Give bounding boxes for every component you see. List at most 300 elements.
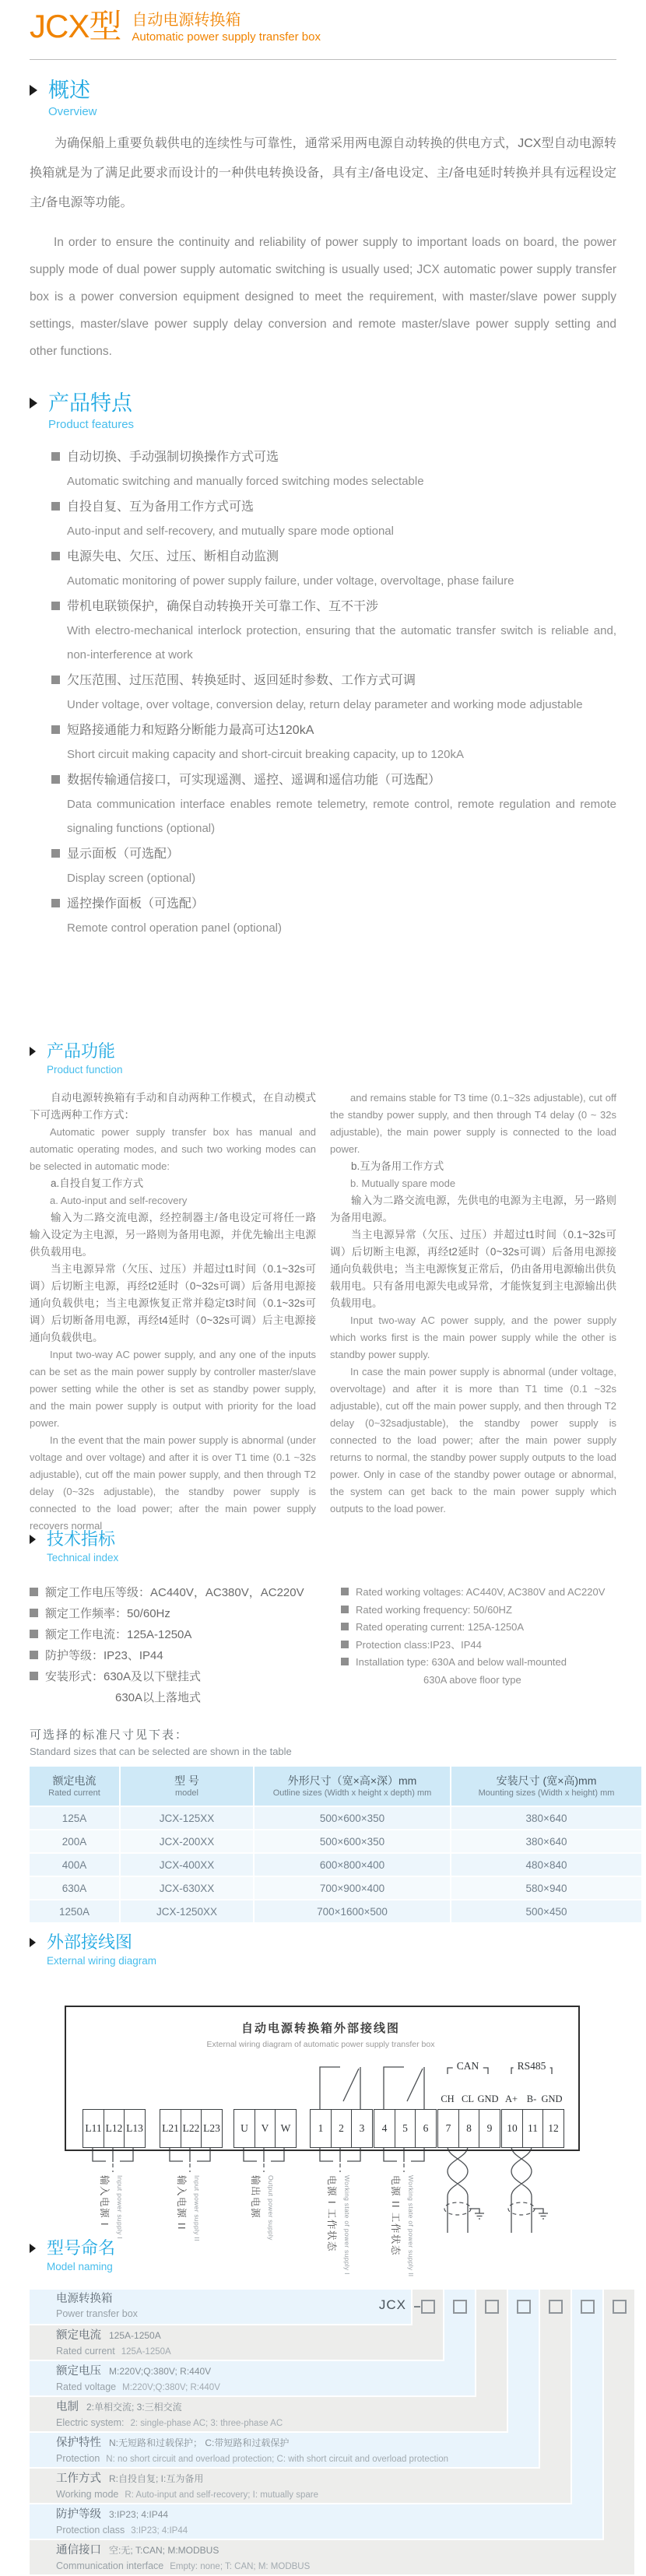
overview-heading-en: Overview [48,105,97,118]
model-naming-diagram [30,2290,640,2576]
function-paragraph: In case the main power supply is abnormal (under voltage, overvoltage) and after it is more than T1 time (0.1 ~32s adjustable), cut off the main power supply, and then through T2 delay (0~32sadjustable), the standby power supply is connected to the load power; after the main power supply returns to normal, the standby power supply outputs to the load power. Only in case of the standby power outage or abnormal, the system can get back to the main power supply which outputs to the load power. [330,1366,616,1514]
section-tech [30,1529,616,1708]
terminal-pin-label: CL [462,2093,474,2104]
tech-list-en [341,1584,616,1689]
section-arrow-icon [30,398,37,409]
terminal-group [83,2109,146,2148]
naming-row-en-label: Protection class [56,2525,125,2536]
naming-row-en [56,2487,318,2503]
tech-item [341,1654,616,1672]
function-column-left [30,1090,316,1535]
feature-cn-line [51,892,616,916]
tech-item [30,1603,341,1624]
bullet-square-icon [51,849,60,858]
model-code-box [613,2300,627,2314]
feature-cn-text: 遥控操作面板（可选配） [67,897,205,911]
wiring-group-label-cn: 电源 I 工作状态 [326,2175,337,2252]
function-paragraph: In the event that the main power supply is abnormal (under voltage and over voltage) and after it is over T1 time (0.1 ~32s adjustable), cut off the main power supply, and then through T2 delay (0~32s adjustable), the standby power supply is connected to the load power; after the main power supply recovers normal [30,1434,316,1532]
table-cell: 500×450 [451,1900,641,1922]
naming-row-cn-value: M:220V;Q:380V; R:440V [109,2366,212,2377]
naming-row-cn-label: 保护特性 [56,2437,101,2449]
bus-label: CAN [453,2060,483,2072]
tech-list-en-wrap [341,1584,616,1708]
bullet-square-icon [341,1623,349,1630]
terminal: 11 [522,2109,544,2148]
bullet-square-icon [341,1658,349,1665]
wiring-group-label-cn: 输出电源 [250,2175,261,2220]
naming-row-en [56,2451,448,2467]
product-title-block [132,11,321,44]
terminal: 2 [331,2109,353,2148]
naming-row-text [56,2292,138,2322]
naming-row-cn-value: R:自投自复; I:互为备用 [109,2473,204,2484]
bus-label: RS485 [514,2060,550,2072]
section-naming [30,2238,640,2576]
wiring-heading-en: External wiring diagram [47,1955,157,1967]
terminal: L21 [160,2109,181,2148]
naming-row-cn [56,2471,318,2487]
terminal: 5 [395,2109,416,2148]
cable-shield-icon [444,2202,471,2215]
naming-heading [30,2238,640,2274]
bullet-square-icon [341,1588,349,1595]
table-cell: 700×1600×500 [255,1900,450,1922]
naming-row-cn [56,2543,310,2558]
table-header-cn: 外形尺寸（宽×高×深）mm [287,1774,417,1787]
terminal-group [437,2109,500,2148]
naming-row-en-label: Communication interface [56,2560,164,2571]
tech-columns [30,1582,616,1708]
table-header-cn: 额定电流 [52,1774,97,1787]
tech-item [341,1637,616,1655]
tech-heading-en: Technical index [47,1552,119,1563]
tech-item-text: 额定工作电压等级：AC440V，AC380V，AC220V [45,1586,304,1599]
function-paragraph: Input two-way AC power supply, and the power supply which works first is the main power supply while the other is standby power supply. [330,1314,616,1360]
naming-row-text [56,2364,220,2395]
table-header-en: model [175,1788,198,1798]
naming-heading-en: Model naming [47,2261,113,2272]
terminal: 12 [542,2109,564,2148]
naming-row-cn-label: 电制 [56,2401,79,2413]
feature-en-text: Auto-input and self-recovery, and mutually spare mode optional [67,525,394,538]
terminal: L23 [201,2109,223,2148]
model-code-box [549,2300,563,2314]
terminal: L22 [181,2109,202,2148]
naming-row-en-label: Power transfer box [56,2308,138,2319]
wiring-group-label-en: Input power supply II [193,2175,201,2241]
table-cell: JCX-630XX [121,1877,253,1899]
feature-cn-text: 带机电联锁保护，确保自动转换开关可靠工作、互不干涉 [67,600,379,613]
model-code-box [485,2300,499,2314]
naming-row-cn-label: 通信接口 [56,2544,101,2557]
table-cell: 380×640 [451,1807,641,1829]
naming-row-cn-label: 额定电压 [56,2365,101,2378]
wiring-heading-cn: 外部接线图 [47,1932,133,1952]
tech-item-text: 630A above floor type [423,1673,521,1686]
table-header-cn: 型 号 [174,1774,199,1787]
feature-cn-line [51,768,616,792]
tech-item [341,1602,616,1620]
product-model-title: JCX型 [30,8,121,44]
model-code-box [421,2300,435,2314]
tech-item [30,1666,341,1687]
wiring-group-label-en: Input power supply I [116,2175,124,2240]
terminal: 10 [501,2109,523,2148]
model-code-box [453,2300,467,2314]
tech-heading [30,1529,616,1565]
bullet-square-icon [30,1651,38,1659]
features-heading-cn: 产品特点 [48,391,132,415]
function-paragraph: 输入为二路交流电源，经控制器主/备电设定可将任一路输入设定为主电源，另一路则为备用电源，并优先输出主电源供负载用电。 [30,1212,316,1258]
naming-row-text [56,2543,310,2574]
table-cell: JCX-1250XX [121,1900,253,1922]
naming-row-en-label: Electric system: [56,2417,125,2428]
feature-cn-line [51,495,616,519]
terminal-pin-label: CH [441,2093,455,2104]
section-arrow-icon [30,2244,36,2253]
naming-row [30,2361,475,2395]
model-dash [414,2306,420,2308]
terminal: L11 [83,2109,104,2148]
features-heading-en: Product features [48,418,135,431]
bullet-square-icon [30,1609,38,1617]
feature-en-text: With electro-mechanical interlock protection, ensuring that the automatic transfer switch is reliable and, non-interference at work [67,624,616,662]
product-title-en: Automatic power supply transfer box [132,30,321,44]
bullet-square-icon [51,775,60,784]
section-function [30,1041,616,1535]
overview-paragraph-en: In order to ensure the continuity and reliability of power supply to important loads on board, the power supply mode of dual power supply automatic switching is usually used; JCX automatic power supply transfer box is a power conversion equipment designed to meet the requirement, with master/slave power supply settings, master/slave power supply delay conversion and remote master/slave power supply setting and other functions. [30,236,616,358]
naming-row [30,2504,602,2539]
wiring-group-label-cn: 输入电源 II [176,2175,187,2230]
feature-en-text: Data communication interface enables remote telemetry, remote control, remote regulation and remote signaling functions (optional) [67,798,616,835]
section-wiring [30,1932,640,2286]
function-paragraph: a.自投自复工作方式 [51,1177,144,1189]
function-paragraph: 当主电源异常（欠压、过压）并超过t1时间（0.1~32s可调）后切断主电源，再经t2延时（0~32s可调）后备用电源接通向负载供电；当主电源恢复正常后，仍由备用电源输出供负载用电。只有备用电源失电或异常，才能恢复到主电源输出供负载用电。 [330,1229,616,1309]
naming-row-en-value: N: no short circuit and overload protection; C: with short circuit and overload protection [106,2455,449,2464]
naming-row-cn-value: 125A-1250A [109,2330,161,2341]
terminal-pin-label: A+ [504,2093,518,2104]
feature-en-text: Under voltage, over voltage, conversion delay, return delay parameter and working mode adjustable [67,698,583,711]
wiring-heading [30,1932,640,1968]
terminal: 4 [374,2109,395,2148]
function-heading-en: Product function [47,1064,123,1076]
overview-heading [30,78,616,120]
terminal: 8 [458,2109,480,2148]
feature-cn-text: 短路接通能力和短路分断能力最高可达120kA [67,724,314,737]
product-title-cn: 自动电源转换箱 [132,12,241,29]
terminal-group [310,2109,373,2148]
cable-shield-icon [508,2202,535,2215]
naming-row-en-value: 125A-1250A [121,2347,171,2357]
naming-row-en-value: 3:IP23; 4:IP44 [131,2526,188,2536]
feature-item [51,495,616,543]
sizes-note-cn: 可选择的标准尺寸见下表： [30,1728,189,1742]
naming-row-cn-value: N:无短路和过载保护； C:带短路和过载保护 [109,2437,290,2448]
naming-row-cn-value: 2:单相交流; 3:三相交流 [86,2402,182,2413]
feature-cn-line [51,842,616,866]
table-cell: 630A [30,1877,119,1899]
wiring-group-label-en: Working state of power supply I [343,2175,351,2275]
table-header-en: Mounting sizes (Width x height) mm [478,1788,615,1798]
naming-row-cn-label: 电源转换箱 [56,2293,113,2305]
naming-row-cn [56,2364,220,2379]
table-cell: 700×900×400 [255,1877,450,1899]
function-column-right [330,1090,616,1535]
bullet-square-icon [51,602,60,610]
tech-item-text: Protection class:IP23、IP44 [356,1638,482,1651]
table-header-cell [451,1767,641,1806]
table-cell: 125A [30,1807,119,1829]
naming-row-en-label: Working mode [56,2489,119,2500]
feature-en-text: Remote control operation panel (optional) [67,921,282,935]
naming-row-text [56,2399,283,2431]
naming-row-en [56,2379,220,2395]
naming-column [604,2290,634,2574]
tech-item [341,1584,616,1602]
naming-row-cn-label: 防护等级 [56,2508,101,2521]
section-arrow-icon [30,1938,36,1947]
section-arrow-icon [30,85,37,96]
wiring-title-en: External wiring diagram of automatic power supply transfer box [206,2040,435,2049]
table-cell: 380×640 [451,1830,641,1852]
feature-item [51,445,616,493]
naming-row-en-label: Protection [56,2453,100,2464]
naming-row [30,2290,411,2324]
feature-item [51,545,616,593]
naming-row-en [56,2415,283,2431]
header-divider [30,59,616,60]
naming-row-cn [56,2507,188,2522]
tech-list-cn [30,1582,341,1708]
naming-row-en-label: Rated current [56,2346,115,2357]
tech-item [30,1624,341,1645]
terminal: 7 [437,2109,459,2148]
bullet-square-icon [51,502,60,511]
terminal: L13 [124,2109,146,2148]
function-paragraph: b.互为备用工作方式 [351,1160,444,1172]
terminal-pin-label: GND [541,2093,563,2104]
function-paragraph: 输入为二路交流电源，先供电的电源为主电源，另一路则为备用电源。 [330,1195,616,1223]
terminal: L12 [104,2109,125,2148]
naming-row-en-value: R: Auto-input and self-recovery; I: mutually spare [125,2490,319,2500]
tech-item [30,1582,341,1603]
naming-row [30,2325,443,2360]
table-cell: JCX-200XX [121,1830,253,1852]
feature-item [51,669,616,717]
naming-row-cn [56,2328,171,2343]
feature-cn-line [51,718,616,742]
naming-row [30,2433,539,2467]
terminal-group [233,2109,297,2148]
terminal: V [255,2109,276,2148]
terminal: 1 [310,2109,332,2148]
table-cell: JCX-400XX [121,1854,253,1876]
features-list [30,445,616,940]
wiring-title-cn: 自动电源转换箱外部接线图 [240,2022,400,2035]
function-paragraph: 自动电源转换箱有手动和自动两种工作模式，在自动模式下可选两种工作方式： [30,1092,316,1121]
feature-cn-line [51,445,616,469]
feature-cn-text: 自动切换、手动强制切换操作方式可选 [67,451,279,464]
naming-row-cn [56,2399,283,2415]
function-paragraph: and remains stable for T3 time (0.1~32s adjustable), cut off the standby power supply, and then through T4 delay (0 ~ 32s adjustable), the main power supply is connected to the load power. [330,1092,616,1155]
naming-row-cn-label: 工作方式 [56,2472,101,2485]
feature-cn-text: 欠压范围、过压范围、转换延时、返回延时参数、工作方式可调 [67,674,416,687]
table-cell: 400A [30,1854,119,1876]
section-sizes [30,1726,638,1922]
terminal: 3 [351,2109,373,2148]
feature-cn-line [51,669,616,693]
terminal: 6 [415,2109,437,2148]
feature-en-text: Automatic monitoring of power supply failure, under voltage, overvoltage, phase failure [67,574,514,588]
tech-item [341,1672,616,1690]
function-paragraph: 当主电源异常（欠压、过压）并超过t1时间（0.1~32s可调）后切断主电源，再经t2延时（0~32s可调）后备用电源接通向负载供电；当主电源恢复正常并稳定t3时间（0.1~32s可调）后切断备用电源，再经t4延时（0~32s可调）后主电源接通向负载供电。 [30,1263,316,1343]
naming-row-text [56,2435,448,2467]
model-code-box [517,2300,531,2314]
wiring-dashed-lines [113,2164,404,2172]
bullet-square-icon [30,1630,38,1638]
tech-item [341,1619,616,1637]
naming-row-en-value: 2: single-phase AC; 3: three-phase AC [130,2419,283,2428]
section-arrow-icon [30,1047,36,1056]
tech-item-text: 安装形式：630A及以下壁挂式 [45,1670,202,1683]
table-header-cell [30,1767,119,1806]
overview-paragraph-cn: 为确保船上重要负载供电的连续性与可靠性，通常采用两电源自动转换的供电方式，JCX型自动电源转换箱就是为了满足此要求而设计的一种供电转换设备，具有主/备电设定、主/备电延时转换并具有远程设定主/备电源等功能。 [30,137,616,209]
terminal: U [233,2109,255,2148]
feature-cn-text: 数据传输通信接口，可实现遥测、遥控、遥调和遥信功能（可选配） [67,774,441,787]
tech-heading-cn: 技术指标 [47,1529,116,1549]
page-header [30,6,321,47]
wiring-group-label-en: Output power supply [267,2175,275,2241]
naming-row-en [56,2522,188,2539]
terminal-group [501,2109,564,2148]
terminal-group [160,2109,223,2148]
wiring-group-label-cn: 输入电源 I [99,2175,110,2227]
bullet-square-icon [51,552,60,560]
tech-item-text: Rated working frequency: 50/60HZ [356,1603,512,1616]
feature-cn-text: 显示面板（可选配） [67,848,180,861]
table-cell: 600×800×400 [255,1854,450,1876]
table-header-cn: 安装尺寸 (宽×高)mm [496,1774,597,1787]
feature-item [51,718,616,767]
feature-cn-text: 自投自复、互为备用工作方式可选 [67,500,255,514]
tech-item-text: Installation type: 630A and below wall-mounted [356,1656,567,1668]
terminal-group [374,2109,437,2148]
tech-item-text: 额定工作电流：125A-1250A [45,1628,192,1641]
feature-en-text: Display screen (optional) [67,872,196,885]
bullet-square-icon [51,452,60,461]
feature-cn-line [51,545,616,569]
overview-heading-cn: 概述 [48,79,90,102]
terminal: W [275,2109,297,2148]
function-paragraph: b. Mutually spare mode [350,1177,456,1189]
feature-cn-text: 电源失电、欠压、过压、断相自动监测 [67,550,279,563]
sizes-table [30,1767,638,1922]
naming-row-text [56,2471,318,2503]
naming-row-cn-label: 额定电流 [56,2329,101,2342]
table-cell: 480×840 [451,1854,641,1876]
bullet-square-icon [51,725,60,734]
naming-row-text [56,2328,171,2360]
function-columns [30,1090,616,1535]
table-header-cell [121,1767,253,1806]
table-cell: 200A [30,1830,119,1852]
naming-row-cn-value: 3:IP23; 4:IP44 [109,2509,169,2520]
bullet-square-icon [30,1588,38,1596]
naming-row [30,2397,507,2431]
tech-list-cn-wrap [30,1582,341,1708]
feature-en-text: Short circuit making capacity and short-circuit breaking capacity, up to 120kA [67,748,464,761]
table-cell: 500×600×350 [255,1830,450,1852]
section-overview [30,78,616,365]
feature-item [51,595,616,667]
tech-item [30,1687,341,1708]
feature-en-text: Automatic switching and manually forced switching modes selectable [67,475,424,488]
terminal-pin-label: B- [526,2093,537,2104]
naming-row-text [56,2507,188,2539]
wiring-group-label-en: Working state of power supply II [407,2175,415,2277]
function-heading [30,1041,616,1077]
tech-item-text: 630A以上落地式 [115,1691,202,1704]
tech-item-text: 额定工作频率：50/60Hz [45,1607,170,1620]
table-cell: 1250A [30,1900,119,1922]
naming-row [30,2469,571,2503]
section-features [30,391,616,942]
naming-row-cn-value: 空:无; T:CAN; M:MODBUS [109,2545,219,2556]
bullet-square-icon [341,1641,349,1648]
function-paragraph: a. Auto-input and self-recovery [50,1195,188,1206]
table-header-cell [255,1767,450,1806]
sizes-note-en: Standard sizes that can be selected are shown in the table [30,1746,292,1757]
section-arrow-icon [30,1535,36,1544]
model-prefix: JCX [378,2297,406,2312]
function-paragraph: Automatic power supply transfer box has manual and automatic operating modes, and such two working modes can be selected in automatic mode: [30,1126,316,1172]
naming-row-en-value: M:220V;Q:380V; R:440V [122,2383,220,2392]
function-paragraph: Input two-way AC power supply, and any one of the inputs can be set as the main power supply by controller master/slave power setting while the other is set as standby power supply, and the main power supply is output with priority for the load power. [30,1349,316,1429]
naming-row-en [56,2558,310,2574]
tech-item-text: Rated working voltages: AC440V, AC380V and AC220V [356,1586,606,1598]
feature-item [51,768,616,841]
naming-row-cn [56,2435,448,2451]
tech-item-text: 防护等级：IP23、IP44 [45,1649,163,1662]
naming-row [30,2540,634,2574]
bullet-square-icon [30,1672,38,1680]
naming-heading-cn: 型号命名 [47,2238,116,2258]
naming-column [572,2290,602,2539]
naming-row-en-value: Empty: none; T: CAN; M: MODBUS [170,2562,311,2571]
table-cell: 500×600×350 [255,1807,450,1829]
terminal: 9 [479,2109,500,2148]
table-cell: 580×940 [451,1877,641,1899]
table-cell: JCX-125XX [121,1807,253,1829]
table-header-en: Outline sizes (Width x height x depth) mm [272,1788,432,1798]
wiring-group-label-cn: 电源 II 工作状态 [390,2175,401,2256]
naming-row-en [56,2343,171,2360]
feature-cn-line [51,595,616,619]
table-header-en: Rated current [48,1788,100,1798]
bullet-square-icon [51,676,60,684]
bullet-square-icon [51,899,60,907]
tech-item-text: Rated operating current: 125A-1250A [356,1621,525,1633]
bullet-square-icon [341,1606,349,1613]
terminal-pin-label: GND [477,2093,499,2104]
tech-item [30,1645,341,1666]
model-code-box [581,2300,595,2314]
function-heading-cn: 产品功能 [47,1041,116,1061]
naming-row-en-label: Rated voltage [56,2381,117,2392]
features-heading [30,391,616,433]
feature-item [51,892,616,940]
feature-item [51,842,616,890]
